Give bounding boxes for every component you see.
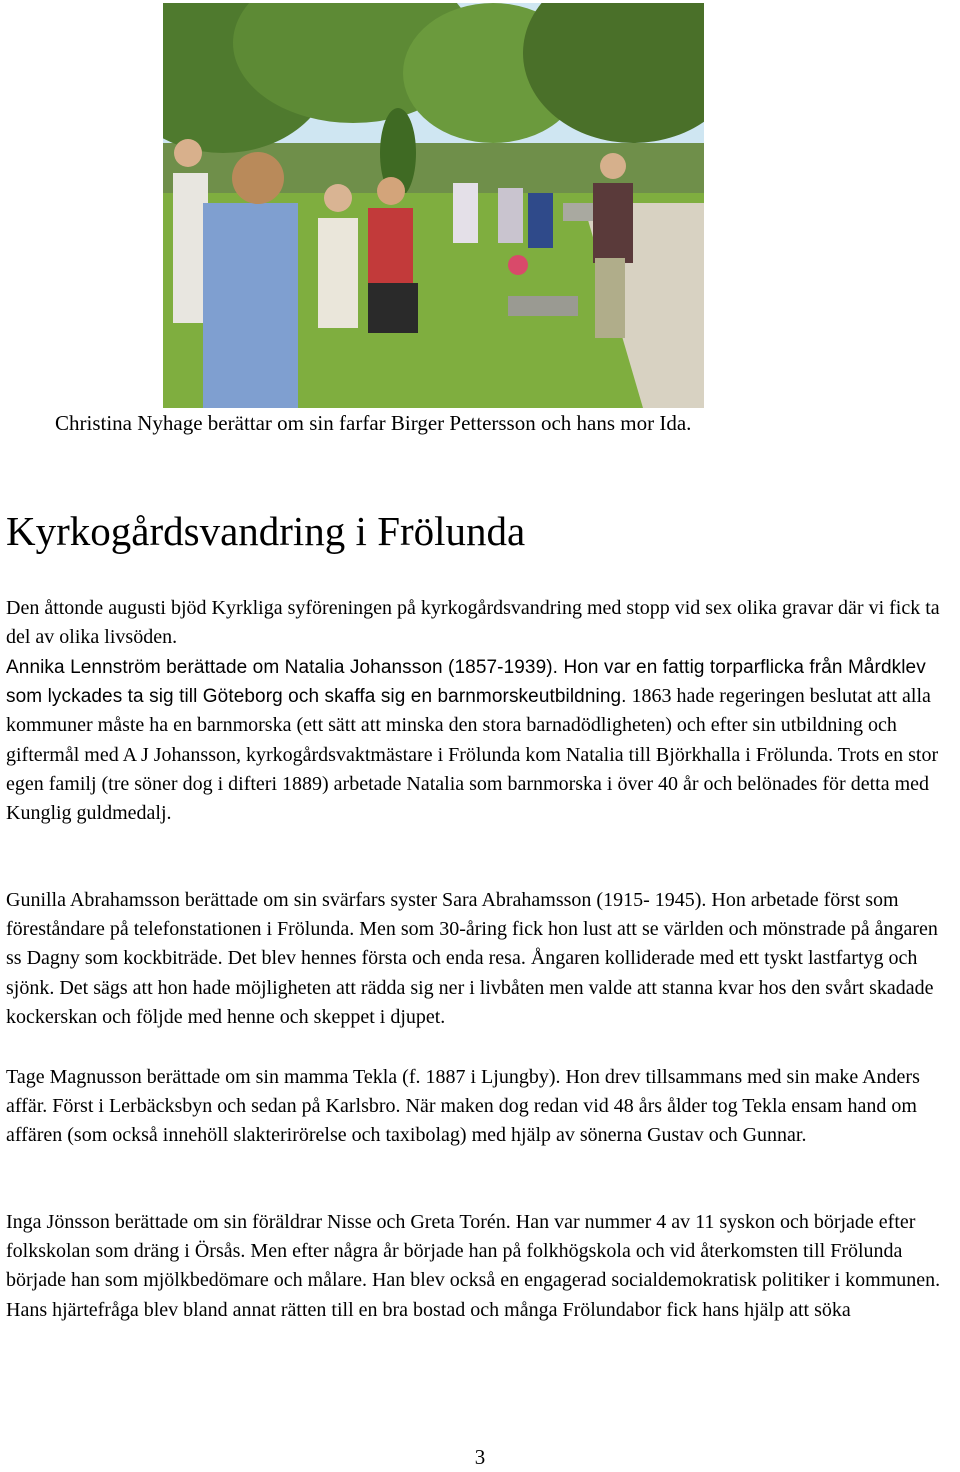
- tage-paragraph: Tage Magnusson berättade om sin mamma Tekla (f. 1887 i Ljungby). Hon drev tillsammans med sin make Anders affär. Först i Lerbäcksbyn och sedan på Karlsbro. När maken dog redan vid 48 års ålder tog Tekla ensam hand om affären (som också innehöll slakterirörelse och taxibolag) med hjälp av sönerna Gustav och Gunnar.: [6, 1066, 920, 1147]
- gunilla-paragraph: Gunilla Abrahamsson berättade om sin svärfars syster Sara Abrahamsson (1915- 1945). Hon arbetade först som föreståndare på telefonstationen i Frölunda. Men som 30-åring fick hon lust att se världen och mönstrade på ångaren ss Dagny som kockbiträde. Det blev hennes första och enda resa. Ångaren kolliderade med ett tyskt lastfartyg och sjönk. Det sägs att hon hade möjligheten att rädda sig ner i livbåten men valde att stanna kvar hos den svårt skadade kockerskan och följde med henne och skeppet i djupet.: [6, 889, 938, 1028]
- annika-lead: Annika Lennström berättade om Natalia Johansson (1857-1939).: [6, 657, 559, 678]
- intro-paragraph: Den åttonde augusti bjöd Kyrkliga syföreningen på kyrkogårdsvandring med stopp vid sex olika gravar där vi fick ta del av olika livsöden.: [6, 597, 940, 649]
- annika-rest: Hon var en fattig torparflicka från Mårdklev som lyckades ta sig till Göteborg och skaffa sig en barnmorskeutbildning.: [6, 657, 926, 708]
- article-title: Kyrkogårdsvandring i Frölunda: [6, 508, 526, 554]
- churchyard-photo: [163, 3, 704, 408]
- annika-paragraph: [6, 653, 956, 828]
- inga-paragraph: Inga Jönsson berättade om sin föräldrar Nisse och Greta Torén. Han var nummer 4 av 11 syskon och började efter folkskolan som dräng i Örsås. Men efter några år började han på folkhögskola och vid återkomsten till Frölunda började han som mjölkbedömare och målare. Han blev också en engagerad socialdemokratisk politiker i kommunen. Hans hjärtefråga blev bland annat rätten till en bra bostad och många Frölundabor fick hans hjälp att söka: [6, 1211, 941, 1321]
- page-number: 3: [474, 1445, 486, 1469]
- annika-serif: 1863 hade regeringen beslutat att alla kommuner måste ha en barnmorska (ett sätt att minska den stora barnadödligheten) och efter sin utbildning och giftermål med A J Johansson, kyrkogårdsvaktmästare i Frölunda kom Natalia till Björkhalla i Frölunda. Trots en stor egen familj (tre söner dog i difteri 1889) arbetade Natalia som barnmorska i över 40 år och belönades för detta med Kunglig guldmedalj.: [6, 685, 939, 825]
- photo-caption: Christina Nyhage berättar om sin farfar Birger Pettersson och hans mor Ida.: [55, 411, 692, 435]
